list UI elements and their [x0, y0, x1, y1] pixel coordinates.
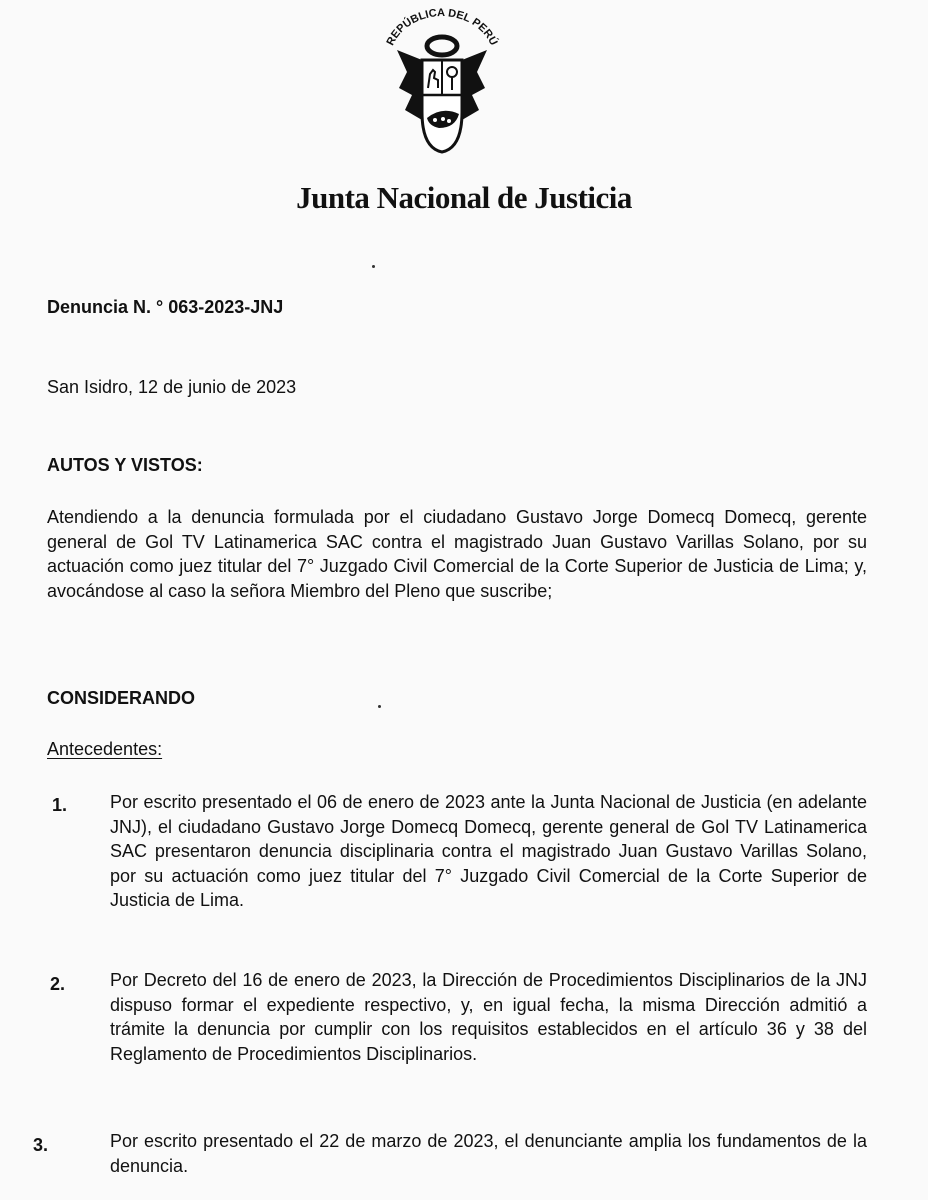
autos-paragraph: Atendiendo a la denuncia formulada por el ciudadano Gustavo Jorge Domecq Domecq, gerente general de Gol TV Latinamerica SAC contra el magistrado Juan Gustavo Varillas Solano, por su actuación como juez titular del 7° Juzgado Civil Comercial de la Corte Superior de Justicia de Lima; y, avocándose al caso la señora Miembro del Pleno que suscribe;: [47, 507, 867, 601]
place-and-date: San Isidro, 12 de junio de 2023: [47, 377, 297, 397]
peru-coat-of-arms-seal: [377, 0, 507, 160]
autos-heading: AUTOS Y VISTOS:: [47, 455, 203, 475]
svg-text:REPÚBLICA DEL PERÚ: REPÚBLICA DEL PERÚ: [384, 7, 500, 48]
item-text: Por Decreto del 16 de enero de 2023, la Dirección de Procedimientos Disciplinarios de la JNJ dispuso formar el expediente respectivo, y, en igual fecha, la misma Dirección admitió a trámite la denuncia por cumplir con los requisitos establecidos en el artículo 36 y 38 del Reglamento de Procedimientos Disciplinarios.: [110, 970, 867, 1064]
scan-speck: [372, 265, 375, 268]
antecedentes-heading: Antecedentes:: [47, 739, 163, 759]
item-number: 2.: [50, 974, 66, 994]
item-number: 3.: [33, 1135, 49, 1155]
organization-title: Junta Nacional de Justicia: [296, 180, 632, 215]
considerando-heading: CONSIDERANDO: [47, 688, 196, 708]
item-text: Por escrito presentado el 06 de enero de 2023 ante la Junta Nacional de Justicia (en adelante JNJ), el ciudadano Gustavo Jorge Domecq Domecq, gerente general de Gol TV Latinamerica SAC presentaron denuncia disciplinaria contra el magistrado Juan Gustavo Varillas Solano, por su actuación como juez titular del 7° Juzgado Civil Comercial de la Corte Superior de Justicia de Lima.: [110, 792, 867, 910]
item-number: 1.: [52, 795, 68, 815]
item-text: Por escrito presentado el 22 de marzo de 2023, el denunciante amplia los fundamentos de la denuncia.: [110, 1131, 867, 1176]
case-reference: Denuncia N. ° 063-2023-JNJ: [47, 297, 284, 317]
scan-speck: [378, 705, 381, 708]
